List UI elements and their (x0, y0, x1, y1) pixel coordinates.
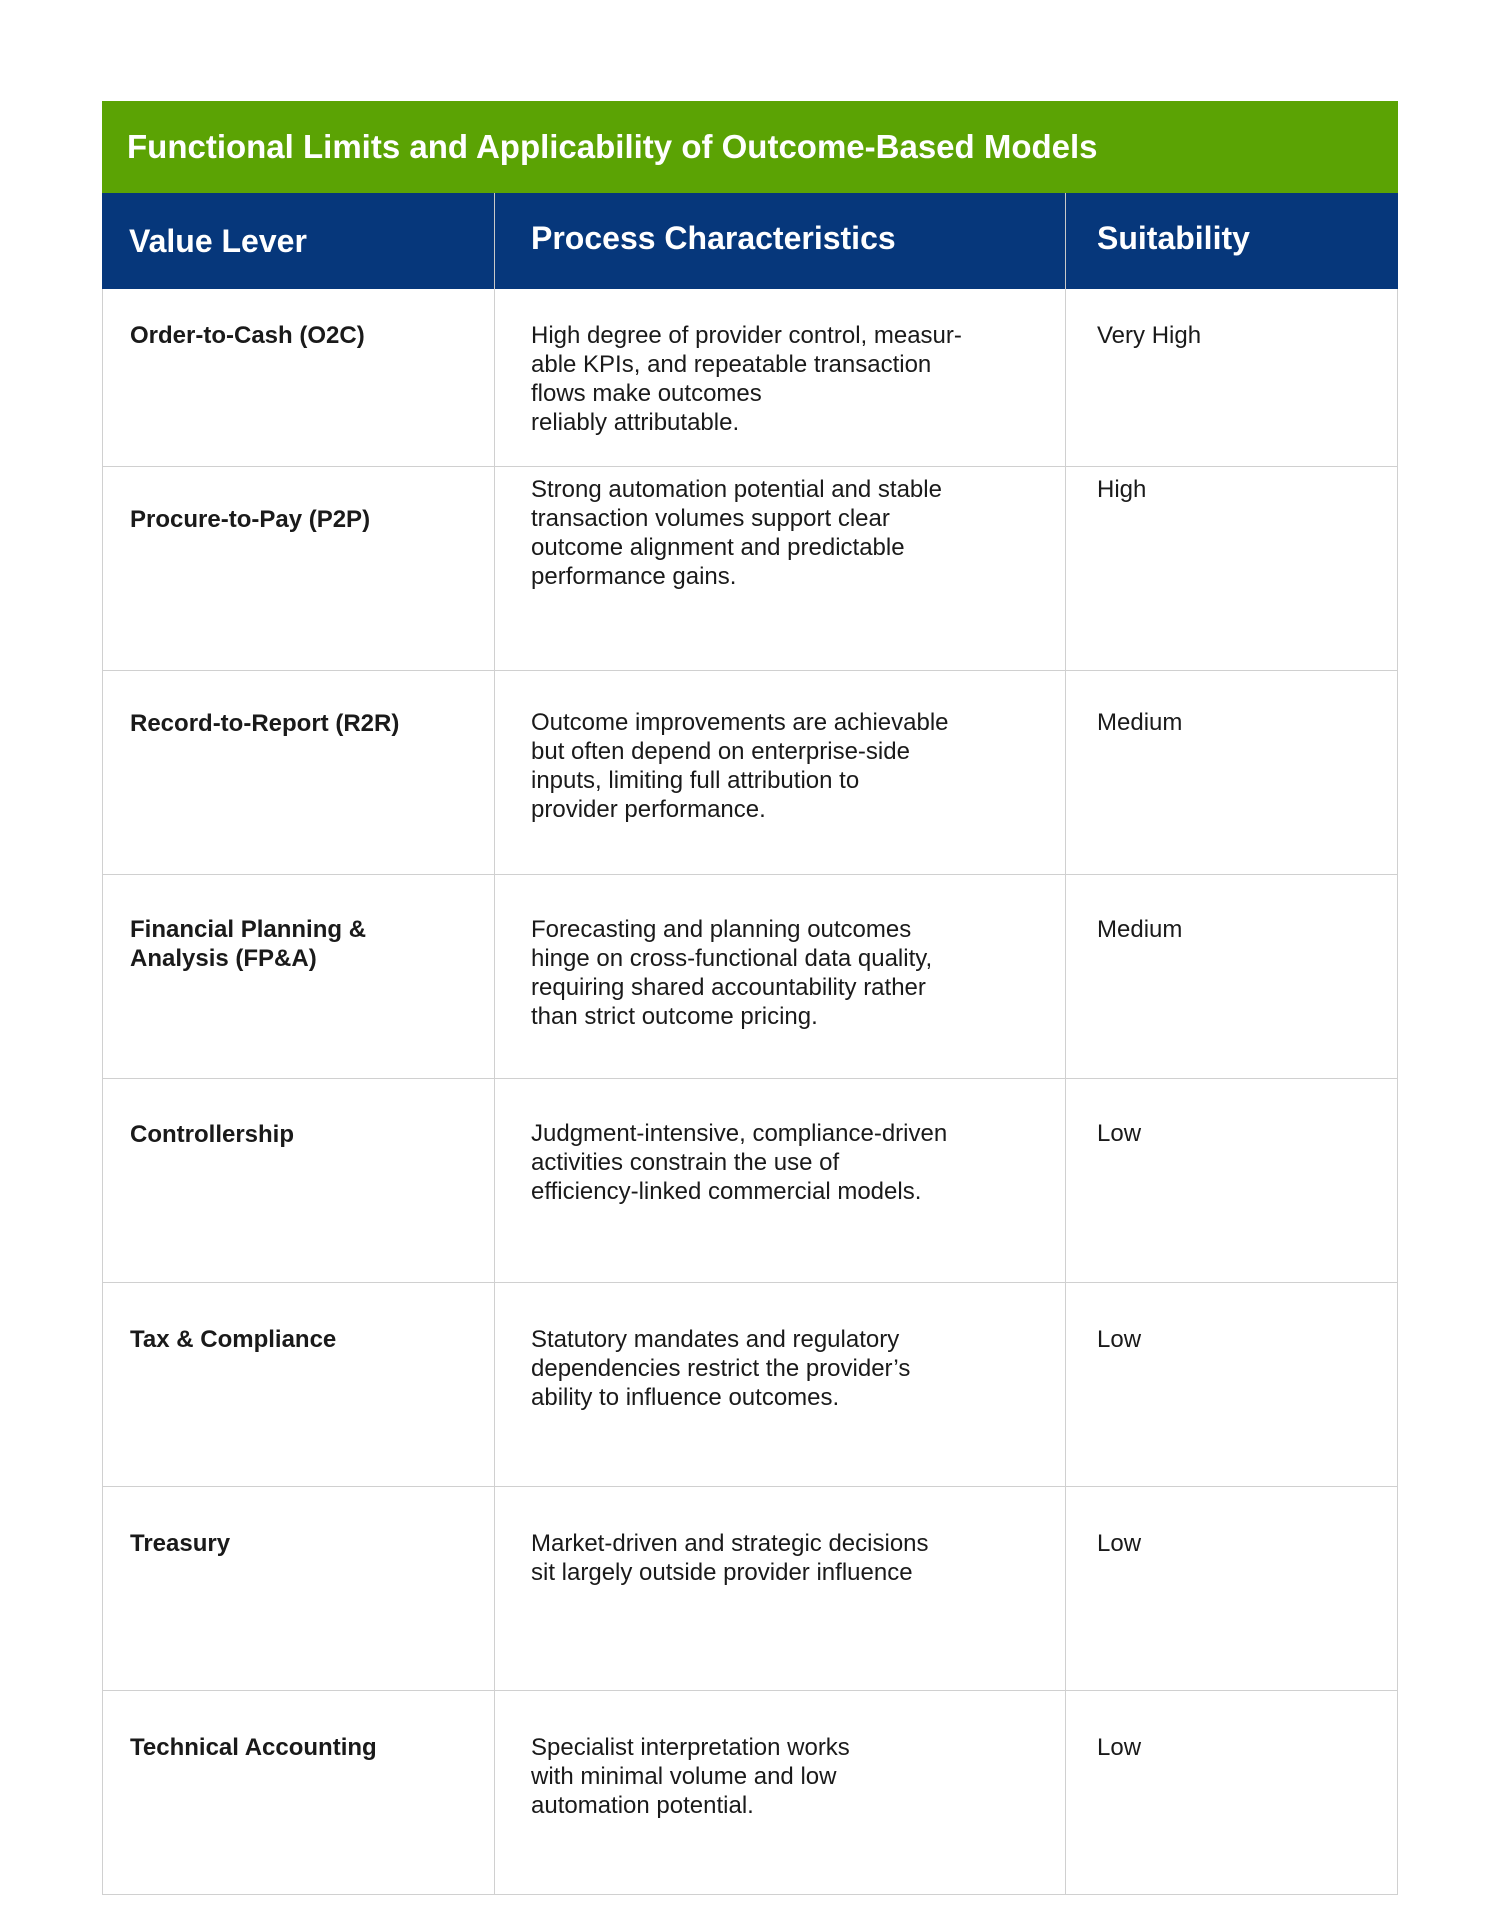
process-characteristics-cell (494, 467, 1065, 671)
process-characteristics-line: inputs, limiting full attribution to (531, 767, 860, 794)
process-characteristics-line: hinge on cross-functional data quality, (531, 945, 933, 972)
suitability-cell (1065, 289, 1398, 467)
process-characteristics-line: activities constrain the use of (531, 1149, 840, 1176)
process-characteristics-line: Market-driven and strategic decisions (531, 1530, 929, 1557)
table-title-bar (102, 101, 1398, 193)
process-characteristics-cell (494, 671, 1065, 875)
value-lever-cell (102, 1487, 494, 1691)
suitability-value: Low (1097, 1734, 1142, 1761)
suitability-value: Low (1097, 1530, 1142, 1557)
process-characteristics-line: Outcome improvements are achievable (531, 709, 949, 736)
suitability-cell (1065, 1487, 1398, 1691)
value-lever-cell (102, 875, 494, 1079)
process-characteristics-cell (494, 1691, 1065, 1895)
value-lever-cell (102, 1691, 494, 1895)
value-lever-text: Controllership (130, 1121, 295, 1148)
process-characteristics-line: efficiency-linked commercial models. (531, 1178, 922, 1205)
suitability-value: High (1097, 476, 1147, 503)
value-lever-cell (102, 1283, 494, 1487)
process-characteristics-cell (494, 1079, 1065, 1283)
process-characteristics-cell (494, 1487, 1065, 1691)
process-characteristics-cell (494, 1283, 1065, 1487)
table-grid (102, 193, 1398, 1895)
process-characteristics-line: High degree of provider control, measur- (531, 322, 962, 349)
process-characteristics-line: sit largely outside provider influence (531, 1559, 913, 1586)
process-characteristics-line: Strong automation potential and stable (531, 476, 942, 503)
suitability-cell (1065, 467, 1398, 671)
suitability-cell (1065, 1283, 1398, 1487)
table-title: Functional Limits and Applicability of Outcome-Based Models (127, 128, 1098, 165)
value-lever-cell (102, 289, 494, 467)
value-lever-cell (102, 671, 494, 875)
process-characteristics-line: performance gains. (531, 563, 737, 590)
value-lever-text: Technical Accounting (130, 1734, 377, 1761)
process-characteristics-line: Statutory mandates and regulatory (531, 1326, 900, 1353)
process-characteristics-line: but often depend on enterprise-side (531, 738, 910, 765)
process-characteristics-line: ability to influence outcomes. (531, 1384, 840, 1411)
process-characteristics-line: provider performance. (531, 796, 766, 823)
process-characteristics-line: Specialist interpretation works (531, 1734, 850, 1761)
value-lever-text: Treasury (130, 1530, 231, 1557)
header-suitability: Suitability (1065, 193, 1398, 289)
process-characteristics-line: reliably attributable. (531, 409, 740, 436)
process-characteristics-line: able KPIs, and repeatable transaction (531, 351, 932, 378)
process-characteristics-line: dependencies restrict the provider’s (531, 1355, 911, 1382)
suitability-value: Medium (1097, 916, 1183, 943)
suitability-value: Very High (1097, 322, 1202, 349)
value-lever-text: Procure-to-Pay (P2P) (130, 506, 371, 533)
process-characteristics-line: with minimal volume and low (531, 1763, 837, 1790)
process-characteristics-line: outcome alignment and predictable (531, 534, 905, 561)
process-characteristics-line: automation potential. (531, 1792, 754, 1819)
suitability-cell (1065, 1079, 1398, 1283)
process-characteristics-line: requiring shared accountability rather (531, 974, 926, 1001)
process-characteristics-line: Forecasting and planning outcomes (531, 916, 912, 943)
suitability-cell (1065, 671, 1398, 875)
process-characteristics-line: flows make outcomes (531, 380, 762, 407)
suitability-value: Medium (1097, 709, 1183, 736)
value-lever-cell (102, 1079, 494, 1283)
value-lever-text: Analysis (FP&A) (130, 945, 317, 972)
value-lever-cell (102, 467, 494, 671)
value-lever-text: Tax & Compliance (130, 1326, 337, 1353)
header-process-characteristics: Process Characteristics (494, 193, 1065, 289)
value-lever-text: Record-to-Report (R2R) (130, 710, 400, 737)
outcome-models-table (102, 101, 1398, 1895)
suitability-value: Low (1097, 1326, 1142, 1353)
process-characteristics-line: than strict outcome pricing. (531, 1003, 818, 1030)
suitability-value: Low (1097, 1120, 1142, 1147)
value-lever-text: Order-to-Cash (O2C) (130, 322, 365, 349)
process-characteristics-line: transaction volumes support clear (531, 505, 890, 532)
header-value-lever: Value Lever (102, 193, 494, 289)
process-characteristics-cell (494, 875, 1065, 1079)
process-characteristics-cell (494, 289, 1065, 467)
suitability-cell (1065, 875, 1398, 1079)
process-characteristics-line: Judgment-intensive, compliance-driven (531, 1120, 948, 1147)
value-lever-text: Financial Planning & (130, 916, 367, 943)
suitability-cell (1065, 1691, 1398, 1895)
